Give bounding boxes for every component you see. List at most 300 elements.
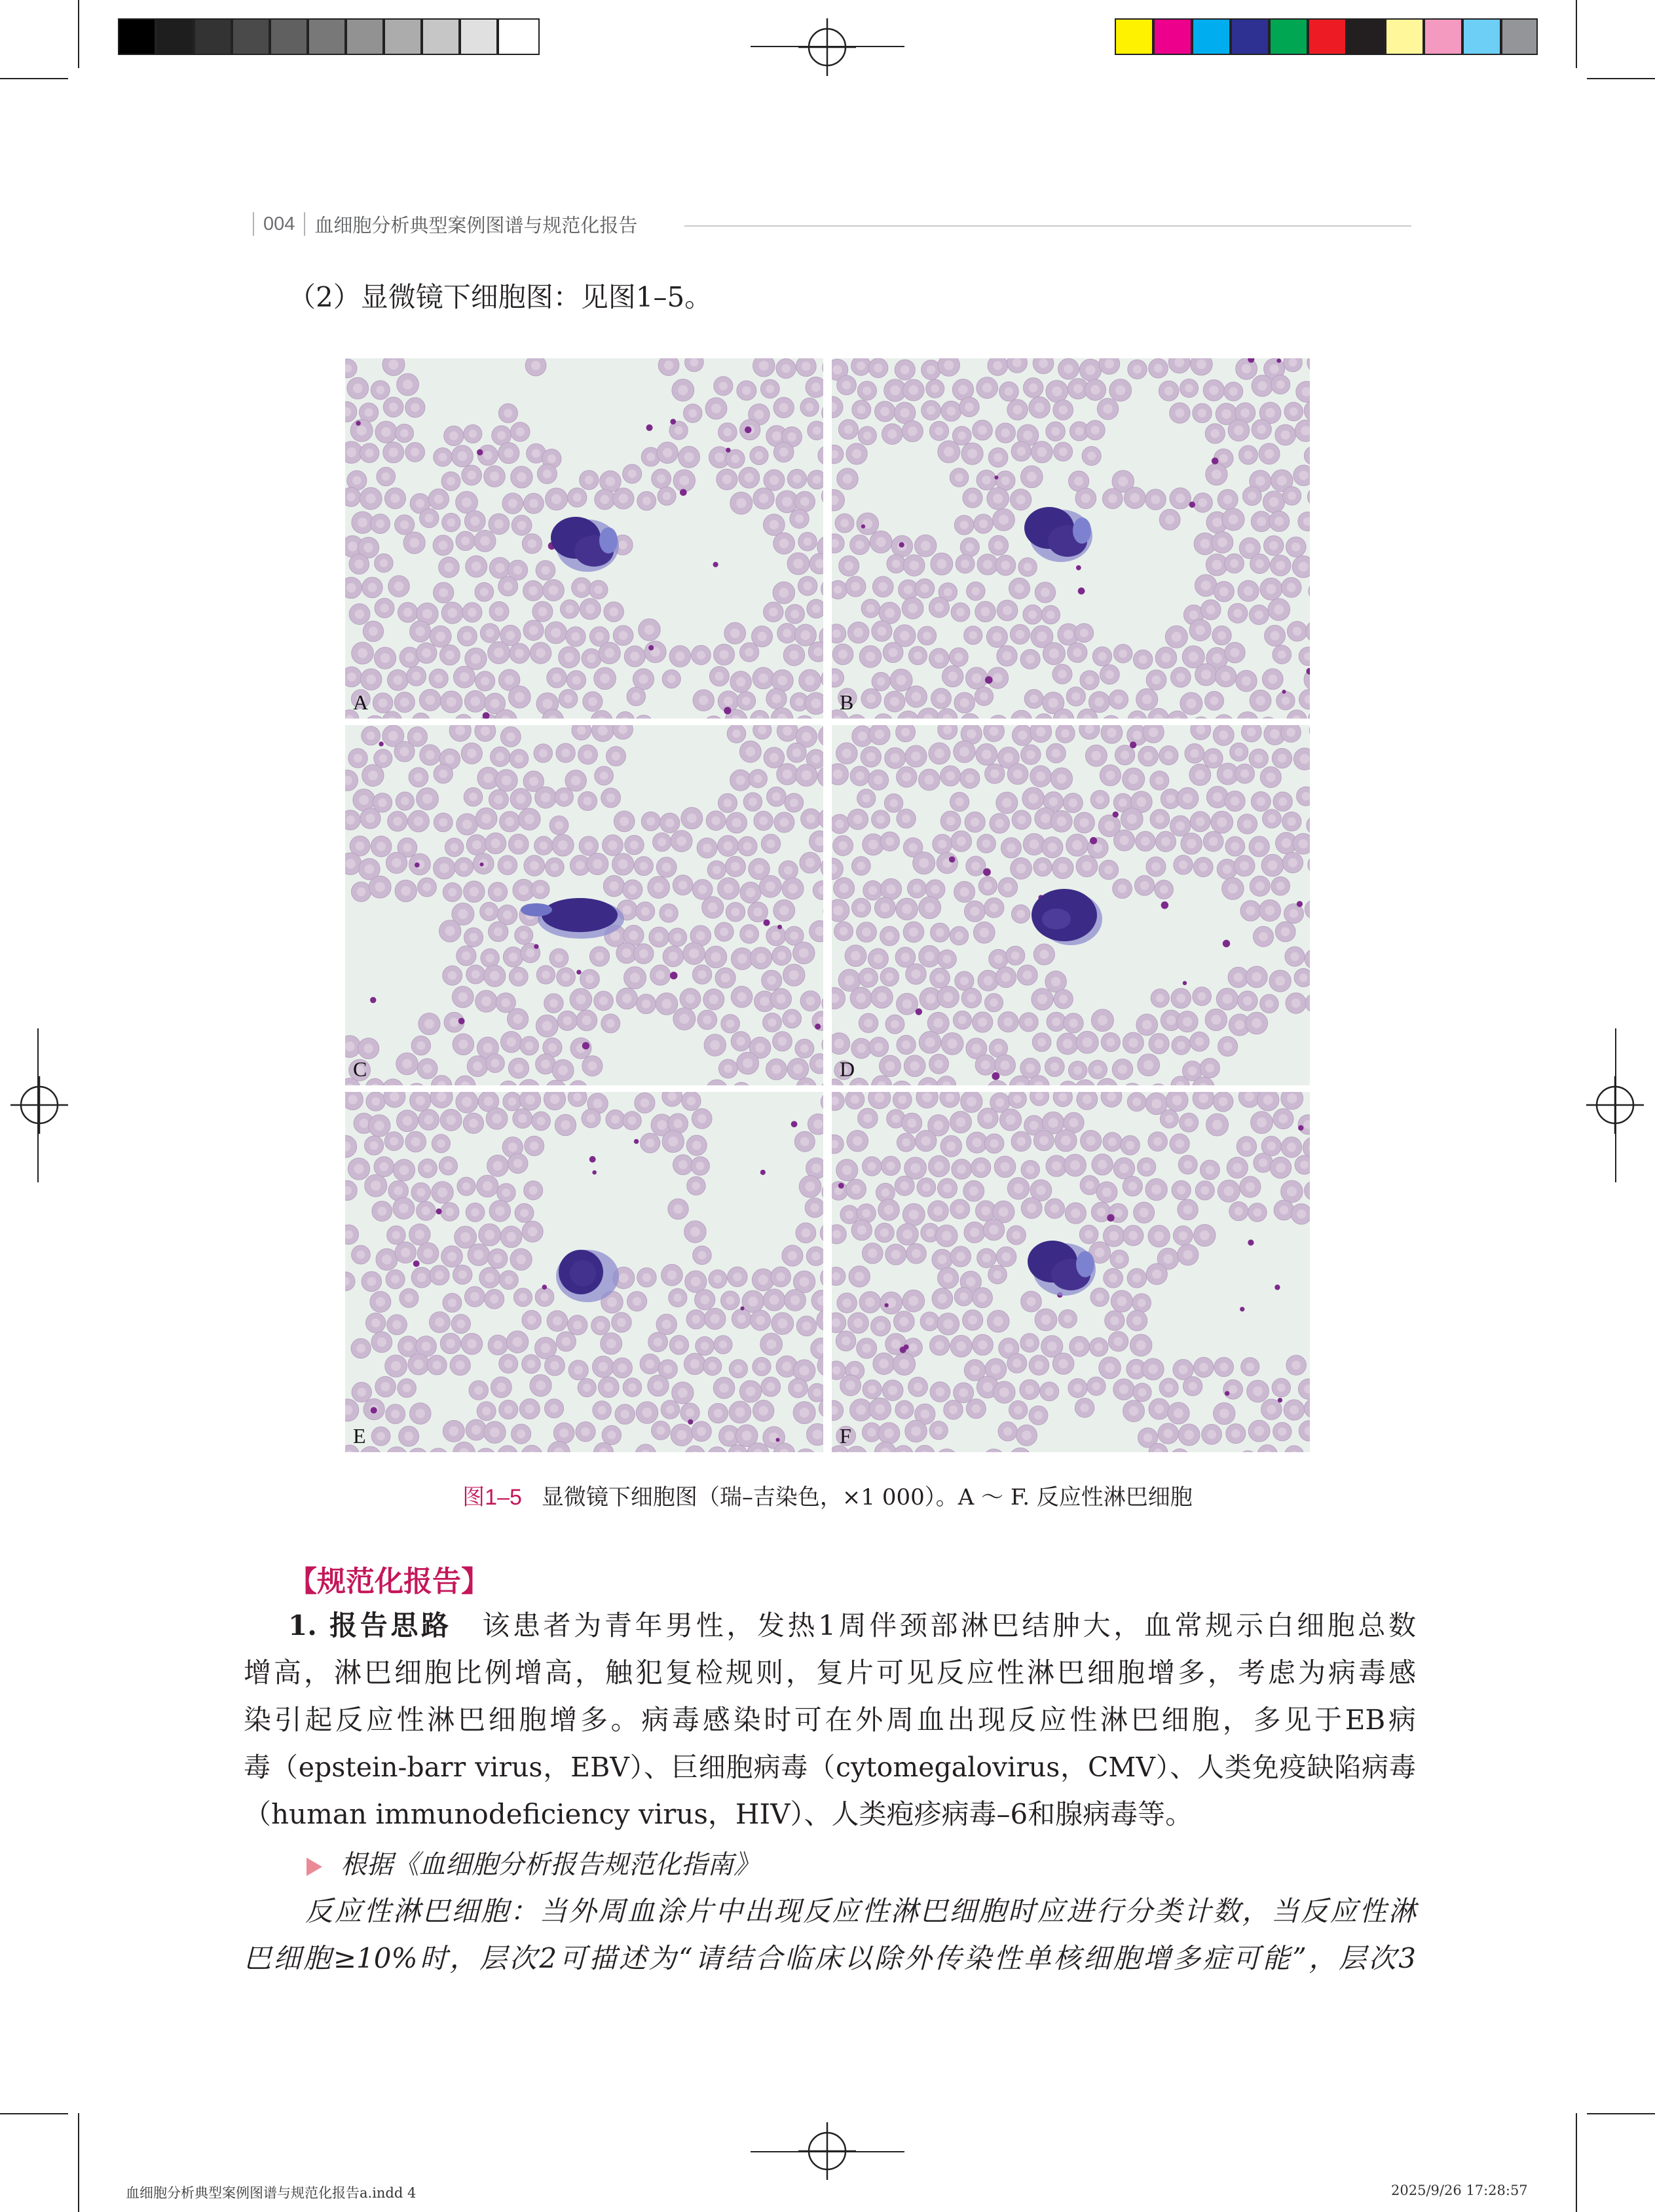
red-blood-cell-center xyxy=(1269,541,1278,550)
red-blood-cell-center xyxy=(1070,1160,1080,1170)
red-blood-cell-center xyxy=(1005,387,1013,396)
platelet xyxy=(648,645,654,650)
red-blood-cell-center xyxy=(1061,729,1069,738)
red-blood-cell-center xyxy=(599,996,608,1005)
grayscale-color-bar xyxy=(118,18,540,55)
red-blood-cell-center xyxy=(912,1249,921,1258)
red-blood-cell-center xyxy=(811,383,821,392)
red-blood-cell-center xyxy=(758,1406,768,1415)
red-blood-cell-center xyxy=(857,405,866,414)
red-blood-cell-center xyxy=(959,887,969,896)
red-blood-cell-center xyxy=(876,537,886,547)
red-blood-cell-center xyxy=(415,1229,425,1239)
red-blood-cell-center xyxy=(1064,629,1073,639)
red-blood-cell-center xyxy=(550,1361,559,1370)
red-blood-cell-center xyxy=(551,494,561,504)
red-blood-cell-center xyxy=(832,1272,840,1281)
red-blood-cell-center xyxy=(457,451,467,461)
red-blood-cell-center xyxy=(1027,1203,1036,1212)
red-blood-cell-center xyxy=(679,1160,688,1169)
red-blood-cell-center xyxy=(922,1183,931,1191)
red-blood-cell-center xyxy=(1121,751,1130,760)
red-blood-cell-center xyxy=(1240,408,1250,417)
red-blood-cell-center xyxy=(1028,610,1037,619)
red-blood-cell-center xyxy=(982,476,991,485)
red-blood-cell-center xyxy=(1016,630,1025,639)
red-blood-cell-center xyxy=(1103,404,1113,414)
red-blood-cell-center xyxy=(483,451,493,460)
red-blood-cell-center xyxy=(909,561,919,571)
red-blood-cell-center xyxy=(677,836,686,846)
red-blood-cell-center xyxy=(353,383,363,393)
red-blood-cell-center xyxy=(630,840,639,849)
red-blood-cell-center xyxy=(1269,497,1279,507)
paragraph-line: 巴细胞≥10%时，层次2可描述为“请结合临床以除外传染性单核细胞增多症可能”，层次3 xyxy=(244,1942,1416,1974)
red-blood-cell-center xyxy=(558,1066,568,1076)
red-blood-cell-center xyxy=(967,449,977,459)
red-blood-cell-center xyxy=(642,497,651,505)
red-blood-cell-center xyxy=(1244,1092,1254,1102)
red-blood-cell-center xyxy=(1139,655,1147,664)
red-blood-cell-center xyxy=(907,1119,916,1128)
red-blood-cell-center xyxy=(692,1315,700,1324)
red-blood-cell-center xyxy=(345,1041,355,1051)
red-blood-cell-center xyxy=(1187,839,1197,849)
red-blood-cell-center xyxy=(1023,430,1033,440)
red-blood-cell-center xyxy=(955,474,963,482)
red-blood-cell-center xyxy=(1058,1093,1067,1101)
red-blood-cell-center xyxy=(1154,1231,1164,1241)
red-blood-cell-center xyxy=(530,1142,538,1150)
red-blood-cell-center xyxy=(573,1093,582,1102)
red-blood-cell-center xyxy=(639,675,648,684)
red-blood-cell-center xyxy=(961,559,969,568)
red-blood-cell-center xyxy=(1132,1365,1140,1374)
red-blood-cell-center xyxy=(802,770,811,780)
red-blood-cell-center xyxy=(921,541,931,551)
red-blood-cell-center xyxy=(514,840,523,849)
red-blood-cell-center xyxy=(1278,1114,1288,1123)
red-blood-cell-center xyxy=(393,817,402,826)
red-blood-cell-center xyxy=(473,1062,482,1071)
platelet xyxy=(542,1284,547,1289)
red-blood-cell-center xyxy=(779,538,789,548)
red-blood-cell-center xyxy=(959,747,969,757)
red-blood-cell-center xyxy=(496,752,505,761)
red-blood-cell-center xyxy=(1085,1230,1093,1239)
red-blood-cell-center xyxy=(1255,882,1265,891)
red-blood-cell-center xyxy=(1248,492,1256,500)
red-blood-cell-center xyxy=(993,673,1003,683)
red-blood-cell-center xyxy=(800,1137,809,1146)
red-blood-cell-center xyxy=(1172,1095,1182,1105)
red-blood-cell-center xyxy=(1117,1296,1126,1306)
red-blood-cell-center xyxy=(512,1337,522,1347)
red-blood-cell-center xyxy=(526,948,534,957)
red-blood-cell-center xyxy=(378,798,386,807)
red-blood-cell-center xyxy=(583,1383,591,1392)
red-blood-cell-center xyxy=(1246,1362,1254,1371)
red-blood-cell-center xyxy=(868,1248,877,1258)
red-blood-cell-center xyxy=(542,971,550,979)
red-blood-cell-center xyxy=(1059,995,1068,1003)
red-blood-cell-center xyxy=(1219,454,1228,462)
red-blood-cell-center xyxy=(969,1186,978,1195)
red-blood-cell-center xyxy=(400,520,409,529)
red-blood-cell-center xyxy=(462,497,472,507)
red-blood-cell-center xyxy=(1016,910,1025,918)
red-blood-cell-center xyxy=(1243,996,1252,1005)
red-blood-cell-center xyxy=(528,539,537,548)
red-blood-cell-center xyxy=(654,882,663,892)
red-blood-cell-center xyxy=(444,563,453,572)
red-blood-cell-center xyxy=(1219,1362,1228,1371)
red-blood-cell-center xyxy=(432,1360,441,1369)
red-blood-cell-center xyxy=(931,384,939,393)
red-blood-cell-center xyxy=(394,1186,403,1195)
red-blood-cell-center xyxy=(1211,1015,1221,1024)
red-blood-cell-center xyxy=(639,949,648,958)
red-blood-cell-center xyxy=(1036,727,1046,737)
red-blood-cell-center xyxy=(1242,676,1252,686)
red-blood-cell-center xyxy=(1177,1041,1185,1050)
red-blood-cell-center xyxy=(1177,1186,1185,1194)
red-blood-cell-center xyxy=(1075,427,1083,436)
red-blood-cell-center xyxy=(1268,675,1277,684)
red-blood-cell-center xyxy=(713,866,721,874)
red-blood-cell-center xyxy=(1029,383,1038,392)
red-blood-cell-center xyxy=(967,1097,976,1106)
red-blood-cell-center xyxy=(749,798,757,806)
red-blood-cell-center xyxy=(1037,447,1047,457)
red-blood-cell-center xyxy=(813,1119,823,1129)
red-blood-cell-center xyxy=(983,1382,993,1392)
red-blood-cell-center xyxy=(789,650,799,660)
red-blood-cell-center xyxy=(1270,631,1279,640)
red-blood-cell-center xyxy=(597,1321,605,1330)
red-blood-cell-center xyxy=(462,1097,472,1107)
red-blood-cell-center xyxy=(446,1115,456,1125)
red-blood-cell-center xyxy=(1144,1433,1153,1442)
red-blood-cell-center xyxy=(356,1344,365,1353)
red-blood-cell-center xyxy=(469,430,477,438)
red-blood-cell-center xyxy=(777,1319,787,1328)
red-blood-cell-center xyxy=(661,999,671,1009)
red-blood-cell-center xyxy=(832,1230,841,1239)
red-blood-cell-center xyxy=(935,1060,943,1068)
red-blood-cell-center xyxy=(992,632,1001,641)
red-blood-cell-center xyxy=(781,364,790,373)
red-blood-cell-center xyxy=(754,410,764,420)
red-blood-cell-center xyxy=(1183,793,1193,803)
red-blood-cell-center xyxy=(1035,1092,1044,1100)
red-blood-cell-center xyxy=(1107,1092,1116,1101)
red-blood-cell-center xyxy=(846,1381,855,1390)
red-blood-cell-center xyxy=(503,910,512,920)
red-blood-cell-center xyxy=(666,1406,675,1414)
red-blood-cell-center xyxy=(609,607,618,616)
red-blood-cell-center xyxy=(722,475,732,484)
red-blood-cell-center xyxy=(1276,882,1285,890)
red-blood-cell-center xyxy=(587,654,595,663)
red-blood-cell-center xyxy=(382,472,390,481)
platelet xyxy=(1298,1125,1303,1131)
red-blood-cell-center xyxy=(715,672,724,681)
red-blood-cell-center xyxy=(801,1228,810,1237)
red-blood-cell-center xyxy=(890,697,899,706)
red-blood-cell-center xyxy=(656,971,665,980)
red-blood-cell-center xyxy=(494,928,503,937)
red-blood-cell-center xyxy=(1265,408,1275,418)
red-blood-cell-center xyxy=(1026,1165,1035,1174)
platelet xyxy=(592,1171,597,1175)
red-blood-cell-center xyxy=(527,1316,536,1324)
red-blood-cell-center xyxy=(562,1337,571,1346)
red-blood-cell-center xyxy=(539,842,548,850)
red-blood-cell-center xyxy=(965,543,974,552)
red-blood-cell-center xyxy=(379,698,388,707)
red-blood-cell-center xyxy=(1230,559,1238,568)
red-blood-cell-center xyxy=(1189,652,1199,662)
red-blood-cell-center xyxy=(802,362,811,371)
red-blood-cell-center xyxy=(1016,864,1026,874)
red-blood-cell-center xyxy=(470,516,479,525)
red-blood-cell-center xyxy=(502,776,511,785)
red-blood-cell-center xyxy=(1255,476,1265,486)
red-blood-cell-center xyxy=(1018,730,1027,740)
red-blood-cell-center xyxy=(390,1092,400,1102)
red-blood-cell-center xyxy=(1014,584,1024,593)
red-blood-cell-center xyxy=(1074,477,1083,486)
red-blood-cell-center xyxy=(619,1273,629,1283)
red-blood-cell-center xyxy=(686,1408,694,1417)
red-blood-cell-center xyxy=(481,726,490,736)
red-blood-cell-center xyxy=(1219,587,1229,596)
red-blood-cell-center xyxy=(1259,1159,1267,1167)
red-blood-cell-center xyxy=(946,771,955,780)
red-blood-cell-center xyxy=(646,453,655,461)
red-blood-cell-center xyxy=(840,519,849,527)
red-blood-cell-center xyxy=(833,905,843,915)
red-blood-cell-center xyxy=(426,750,435,759)
red-blood-cell-center xyxy=(516,795,526,804)
red-blood-cell-center xyxy=(549,999,558,1007)
red-blood-cell-center xyxy=(1257,797,1265,806)
red-blood-cell-center xyxy=(724,1064,732,1073)
red-blood-cell-center xyxy=(842,381,851,389)
red-blood-cell-center xyxy=(745,929,754,938)
red-blood-cell-center xyxy=(782,497,792,506)
red-blood-cell-center xyxy=(388,731,398,741)
red-blood-cell-center xyxy=(369,627,378,636)
running-head xyxy=(244,211,637,237)
red-blood-cell-center xyxy=(663,448,673,458)
red-blood-cell-center xyxy=(710,1314,720,1324)
red-blood-cell-center xyxy=(506,1232,516,1242)
red-blood-cell-center xyxy=(886,1161,895,1170)
red-blood-cell-center xyxy=(971,817,980,827)
red-blood-cell-center xyxy=(844,425,853,434)
running-head-divider xyxy=(253,212,254,236)
red-blood-cell-center xyxy=(1114,1337,1123,1346)
red-blood-cell-center xyxy=(1083,1038,1092,1047)
red-blood-cell-center xyxy=(888,1385,897,1395)
figure-caption-text: 显微镜下细胞图（瑞–吉染色，×1 000）。A ～ F. 反应性淋巴细胞 xyxy=(541,1484,1193,1510)
red-blood-cell-center xyxy=(599,1362,608,1372)
red-blood-cell-center xyxy=(1097,1208,1106,1217)
red-blood-cell-center xyxy=(1002,798,1012,808)
red-blood-cell-center xyxy=(358,517,367,527)
red-blood-cell-center xyxy=(370,1141,379,1150)
red-blood-cell-center xyxy=(456,1360,465,1370)
red-blood-cell-center xyxy=(1082,861,1092,871)
red-blood-cell-center xyxy=(1186,698,1196,708)
red-blood-cell-center xyxy=(508,1142,517,1152)
red-blood-cell-center xyxy=(606,477,616,487)
red-blood-cell-center xyxy=(1085,365,1095,375)
red-blood-cell-center xyxy=(970,1228,979,1237)
red-blood-cell-center xyxy=(346,583,356,593)
platelet xyxy=(356,421,360,425)
red-blood-cell-center xyxy=(572,676,580,684)
red-blood-cell-center xyxy=(959,1388,968,1397)
red-blood-cell-center xyxy=(584,797,592,806)
red-blood-cell-center xyxy=(416,499,425,508)
red-blood-cell-center xyxy=(721,973,730,983)
red-blood-cell-center xyxy=(678,385,688,395)
panel-label: A xyxy=(353,690,369,714)
red-blood-cell-center xyxy=(494,795,504,804)
red-blood-cell-center xyxy=(642,1000,650,1008)
red-blood-cell-center xyxy=(1287,1093,1297,1103)
red-blood-cell-center xyxy=(1276,381,1285,389)
red-blood-cell-center xyxy=(800,1408,809,1417)
red-blood-cell-center xyxy=(484,1097,493,1106)
red-blood-cell-center xyxy=(360,1119,369,1128)
red-blood-cell-center xyxy=(402,1059,412,1068)
red-blood-cell-center xyxy=(461,536,470,545)
red-blood-cell-center xyxy=(1087,452,1096,460)
red-blood-cell-center xyxy=(726,1296,734,1305)
red-blood-cell-center xyxy=(667,675,676,683)
red-blood-cell-center xyxy=(956,798,964,806)
red-blood-cell-center xyxy=(574,1366,583,1375)
red-blood-cell-center xyxy=(1234,426,1244,436)
page-number: 004 xyxy=(263,213,295,234)
red-blood-cell-center xyxy=(777,951,786,960)
red-blood-cell-center xyxy=(1179,1365,1188,1374)
red-blood-cell-center xyxy=(367,732,375,740)
red-blood-cell-center xyxy=(846,1210,854,1219)
red-blood-cell-center xyxy=(946,1142,956,1152)
red-blood-cell-center xyxy=(901,952,910,962)
red-blood-cell-center xyxy=(447,697,456,707)
red-blood-cell-center xyxy=(1160,886,1168,894)
platelet xyxy=(791,1121,798,1127)
red-blood-cell-center xyxy=(550,1404,559,1413)
red-blood-cell-center xyxy=(745,648,754,656)
red-blood-cell-center xyxy=(1144,1060,1153,1070)
red-blood-cell-center xyxy=(766,882,775,891)
red-blood-cell-center xyxy=(481,677,490,686)
red-blood-cell-center xyxy=(732,818,741,827)
red-blood-cell-center xyxy=(885,608,895,618)
red-blood-cell-center xyxy=(994,955,1003,964)
red-blood-cell-center xyxy=(1254,1426,1264,1436)
paragraph-line: 反应性淋巴细胞：当外周血涂片中出现反应性淋巴细胞时应进行分类计数，当反应性淋 xyxy=(305,1895,1416,1927)
red-blood-cell-center xyxy=(1118,884,1126,893)
red-blood-cell-center xyxy=(1016,495,1026,504)
red-blood-cell-center xyxy=(474,1250,483,1260)
red-blood-cell-center xyxy=(1199,863,1208,871)
red-blood-cell-center xyxy=(1126,1141,1134,1150)
section-title: 【规范化报告】 xyxy=(288,1565,490,1598)
red-blood-cell-center xyxy=(536,886,545,894)
paragraph-heading: 1. 报告思路 xyxy=(288,1609,452,1641)
red-blood-cell-center xyxy=(889,648,898,657)
red-blood-cell-center xyxy=(783,770,792,779)
red-blood-cell-center xyxy=(1130,493,1140,503)
red-blood-cell-center xyxy=(1221,409,1231,419)
red-blood-cell-center xyxy=(470,887,479,897)
red-blood-cell-center xyxy=(1176,494,1185,503)
red-blood-cell-center xyxy=(842,1165,852,1175)
red-blood-cell-center xyxy=(469,793,477,801)
red-blood-cell-center xyxy=(901,1406,909,1414)
red-blood-cell-center xyxy=(1209,386,1219,396)
red-blood-cell-center xyxy=(813,426,821,435)
red-blood-cell-center xyxy=(769,607,778,616)
red-blood-cell-center xyxy=(1092,1382,1100,1391)
red-blood-cell-center xyxy=(792,474,801,483)
red-blood-cell-center xyxy=(403,1116,413,1126)
red-blood-cell-center xyxy=(1106,1038,1115,1047)
red-blood-cell-center xyxy=(376,386,384,394)
red-blood-cell-center xyxy=(1035,1360,1044,1370)
red-blood-cell-center xyxy=(1223,495,1233,504)
red-blood-cell-center xyxy=(576,994,586,1004)
red-blood-cell-center xyxy=(558,840,568,850)
red-blood-cell-center xyxy=(381,653,390,663)
red-blood-cell-center xyxy=(622,994,632,1003)
red-blood-cell-center xyxy=(1106,670,1114,679)
red-blood-cell-center xyxy=(703,844,712,853)
red-blood-cell-center xyxy=(1224,1186,1234,1196)
red-blood-cell-center xyxy=(993,361,1002,370)
red-blood-cell-center xyxy=(1230,648,1239,657)
red-blood-cell-center xyxy=(506,732,515,741)
red-blood-cell-center xyxy=(1006,1115,1016,1125)
red-blood-cell-center xyxy=(1189,610,1199,620)
red-blood-cell-center xyxy=(911,1426,921,1436)
red-blood-cell-center xyxy=(1063,1039,1073,1049)
red-blood-cell-center xyxy=(1267,861,1277,871)
red-blood-cell-center xyxy=(1287,1142,1296,1152)
red-blood-cell-center xyxy=(994,1044,1003,1053)
red-blood-cell-center xyxy=(1228,514,1238,524)
red-blood-cell-center xyxy=(790,610,799,618)
red-blood-cell-center xyxy=(813,1389,821,1397)
red-blood-cell-center xyxy=(769,520,779,530)
red-blood-cell-center xyxy=(942,1231,952,1241)
red-blood-cell-center xyxy=(445,1208,454,1216)
red-blood-cell-center xyxy=(958,1016,967,1024)
red-blood-cell-center xyxy=(1104,865,1113,874)
red-blood-cell-center xyxy=(417,1188,425,1197)
red-blood-cell-center xyxy=(1024,1018,1033,1026)
red-blood-cell-center xyxy=(782,1362,792,1372)
red-blood-cell-center xyxy=(668,1136,678,1146)
